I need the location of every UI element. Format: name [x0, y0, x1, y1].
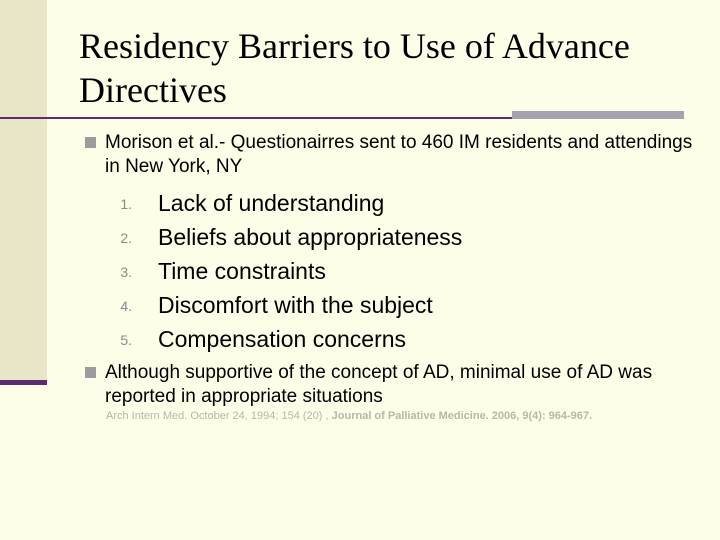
- list-number: 2.: [120, 230, 132, 246]
- list-item: [106, 220, 606, 254]
- numbered-list: [106, 186, 606, 356]
- list-item: [106, 186, 606, 220]
- list-item-label: Time constraints: [158, 258, 326, 284]
- citation: [106, 409, 706, 423]
- bullet-item: [85, 131, 705, 179]
- list-number: 3.: [120, 264, 132, 280]
- bullet-item: [85, 361, 705, 409]
- list-item: [106, 288, 606, 322]
- citation-source: Arch Intern Med. October 24, 1994; 154 (20) ,: [106, 410, 329, 422]
- list-item: [106, 254, 606, 288]
- left-accent-line: [0, 380, 47, 385]
- square-bullet-icon: [85, 137, 96, 148]
- slide-title: Residency Barriers to Use of Advance Directives: [79, 26, 630, 110]
- list-item-label: Lack of understanding: [158, 190, 385, 216]
- list-number: 5.: [120, 332, 132, 348]
- bullet-text: Morison et al.- Questionairres sent to 460 IM residents and attendings in New York, NY: [105, 132, 693, 177]
- left-decorative-bar: [0, 0, 47, 384]
- citation-journal: Journal of Palliative Medicine. 2006, 9(4): 964-967.: [331, 410, 593, 422]
- list-item-label: Beliefs about appropriateness: [158, 224, 463, 250]
- list-item: [106, 322, 606, 356]
- bullet-text: Although supportive of the concept of AD, minimal use of AD was reported in appropriate situations: [105, 362, 653, 407]
- square-bullet-icon: [85, 367, 96, 378]
- list-item-label: Compensation concerns: [158, 326, 407, 352]
- list-item-label: Discomfort with the subject: [158, 292, 433, 318]
- title-divider-accent: [512, 111, 684, 119]
- list-number: 1.: [120, 196, 132, 212]
- list-number: 4.: [120, 298, 132, 314]
